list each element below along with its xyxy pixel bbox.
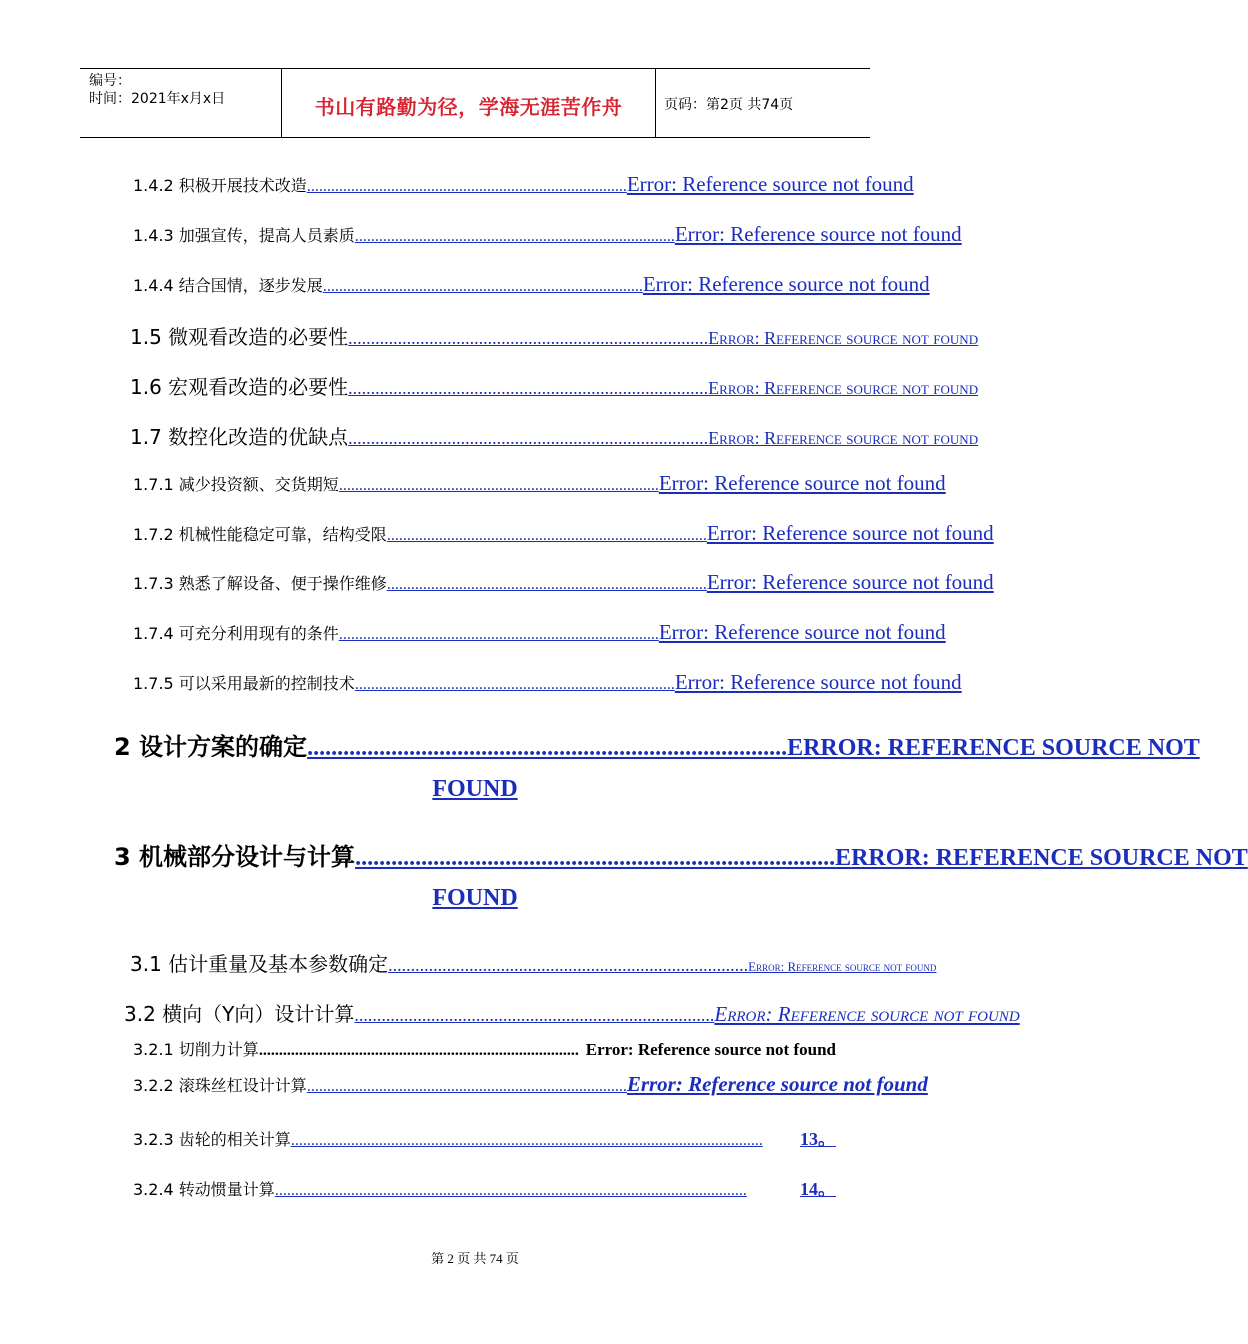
page-footer: 第 2 页 共 74 页 <box>431 1251 519 1266</box>
toc-entry-link[interactable]: ................................................................................ Error: Reference source not found <box>348 378 979 398</box>
toc-entry-label: 1.7.3 熟悉了解设备、便于操作维修 <box>133 574 387 593</box>
toc-entry-ref: ERROR: REFERENCE SOURCE NOT <box>835 845 1248 871</box>
toc-entry-1-7-1[interactable] <box>133 471 946 496</box>
number-label: 编号： <box>89 73 131 89</box>
toc-entry-link[interactable]: ................................................................................ Error: Reference source not found <box>354 1002 1020 1026</box>
toc-entry-label: 1.4.3 加强宣传，提高人员素质 <box>133 226 355 245</box>
toc-entry-3-2-2[interactable] <box>133 1072 928 1097</box>
toc-entry-label: 1.7.5 可以采用最新的控制技术 <box>133 674 355 693</box>
toc-entry-ref: Error: Reference source not found <box>585 1040 836 1059</box>
toc-entry-label: 1.4.2 积极开展技术改造 <box>133 176 307 195</box>
toc-entry-ref: Error: Reference source not found <box>714 1002 1020 1026</box>
toc-entry-ref: ERROR: REFERENCE SOURCE NOT <box>787 735 1200 761</box>
toc-entry-1-7-5[interactable] <box>133 670 962 695</box>
header-left-cell <box>80 69 280 137</box>
page-header <box>80 68 870 138</box>
toc-entry-1-4-3[interactable] <box>133 222 962 247</box>
toc-entry-label: 1.7.2 机械性能稳定可靠，结构受限 <box>133 525 387 544</box>
toc-entry-ref: Error: Reference source not found <box>748 959 937 974</box>
toc-entry-label: 3.2.2 滚珠丝杠设计计算 <box>133 1076 307 1095</box>
toc-entry-ref: Error: Reference source not found <box>626 1072 928 1096</box>
toc-entry-2-continuation[interactable]: FOUND <box>432 776 518 802</box>
toc-entry-label: 3.2.3 齿轮的相关计算 <box>133 1130 291 1149</box>
toc-entry-ref: Error: Reference source not found <box>626 172 914 196</box>
toc-entry-link[interactable]: ................................................................................ Error: Reference source not found <box>348 328 979 348</box>
toc-entry-2[interactable] <box>114 727 1200 762</box>
toc-entry-ref: Error: Reference source not found <box>658 620 946 644</box>
toc-entry-label: 3.2.1 切削力计算 <box>133 1040 259 1059</box>
toc-entry-label: 3.2 横向（Y向）设计计算 <box>124 1002 355 1026</box>
toc-entry-link[interactable]: ................................................................................ Error: Reference source not found <box>386 521 994 545</box>
toc-entry-link[interactable]: ................................................................................ Error: Reference source not found <box>354 222 962 246</box>
toc-entry-1-6[interactable] <box>130 371 979 400</box>
toc-entry-ref: Error: Reference source not found <box>674 670 962 694</box>
toc-entry-label: 1.6 宏观看改造的必要性 <box>130 375 349 399</box>
toc-entry-label: 3.1 估计重量及基本参数确定 <box>130 952 389 976</box>
toc-entry-link[interactable]: ................................................................................ Error: Reference source not found <box>386 570 994 594</box>
toc-entry-1-7-3[interactable] <box>133 570 994 595</box>
toc-entry-link[interactable]: ................................................................................ Error: Reference source not found <box>306 172 914 196</box>
toc-entry-1-4-2[interactable] <box>133 172 914 197</box>
toc-entry-link[interactable]: ................................................................................ Error: Reference source not found <box>348 428 979 448</box>
toc-entry-ref: Error: Reference source not found <box>642 272 930 296</box>
time-label: 时间：2021年x月x日 <box>89 91 226 107</box>
toc-entry-3-1[interactable] <box>130 948 937 977</box>
toc-entry-link[interactable]: ................................................................................ Error: Reference source not found <box>354 670 962 694</box>
header-middle-cell <box>281 69 656 137</box>
toc-entry-link[interactable]: ...................................................................................................................... 13。 <box>291 1125 836 1151</box>
motto: 书山有路勤为径，学海无涯苦作舟 <box>314 95 623 119</box>
toc-entry-1-7[interactable] <box>130 421 979 450</box>
toc-entry-ref: Error: Reference source not found <box>706 521 994 545</box>
toc-entry-link[interactable]: ................................................................................ Error: Reference source not found <box>322 272 930 296</box>
toc-entry-link[interactable]: ................................................................................ Error: Reference source not found <box>338 471 946 495</box>
toc-entry-3-continuation[interactable]: FOUND <box>432 885 518 911</box>
toc-entry-ref: Error: Reference source not found <box>706 570 994 594</box>
toc-entry-label: 2 设计方案的确定 <box>114 733 308 761</box>
toc-entry-label: 1.5 微观看改造的必要性 <box>130 325 349 349</box>
page-info: 页码：第2页 共74页 <box>664 97 794 113</box>
toc-entry-label: 3 机械部分设计与计算 <box>114 843 356 871</box>
toc-entry-3-2-1[interactable] <box>133 1037 836 1060</box>
toc-entry-link[interactable]: ................................................................................ Error: Reference source not found <box>338 620 946 644</box>
toc-entry-link[interactable]: ................................................................................ Error: Reference source not found <box>388 955 937 975</box>
toc-entry-1-7-4[interactable] <box>133 620 946 645</box>
toc-entry-ref: Error: Reference source not found <box>708 328 979 348</box>
toc-entry-1-4-4[interactable] <box>133 272 930 297</box>
toc-entry-ref: Error: Reference source not found <box>708 378 979 398</box>
toc-entry-3-2[interactable] <box>124 998 1020 1027</box>
header-right-cell <box>655 69 870 137</box>
toc-entry-link[interactable]: ...................................................................................................................... 14。 <box>275 1175 836 1201</box>
toc-entry-page-number: 13。 <box>800 1129 836 1149</box>
toc-entry-1-5[interactable] <box>130 321 979 350</box>
toc-entry-1-7-2[interactable] <box>133 521 994 546</box>
toc-entry-ref: Error: Reference source not found <box>708 428 979 448</box>
toc-entry-link[interactable]: ................................................................................ ERROR: REFERENCE SOURCE NOT <box>307 735 1200 761</box>
toc-entry-link[interactable]: ................................................................................ ERROR: REFERENCE SOURCE NOT <box>355 845 1248 871</box>
toc-entry-3-2-3[interactable] <box>133 1125 836 1151</box>
toc-entry-link[interactable]: ................................................................................ Error: Reference source not found <box>306 1072 928 1096</box>
toc-entry-3[interactable] <box>114 837 1248 872</box>
toc-entry-link[interactable]: ................................................................................ Error: Reference source not found <box>258 1040 836 1059</box>
toc-entry-label: 1.7 数控化改造的优缺点 <box>130 425 349 449</box>
toc-entry-label: 1.7.1 减少投资额、交货期短 <box>133 475 339 494</box>
toc-entry-ref: Error: Reference source not found <box>658 471 946 495</box>
toc-entry-label: 1.4.4 结合国情，逐步发展 <box>133 276 323 295</box>
toc-entry-ref: Error: Reference source not found <box>674 222 962 246</box>
toc-entry-label: 3.2.4 转动惯量计算 <box>133 1180 275 1199</box>
toc-entry-3-2-4[interactable] <box>133 1175 836 1201</box>
toc-entry-label: 1.7.4 可充分利用现有的条件 <box>133 624 339 643</box>
toc-entry-page-number: 14。 <box>800 1179 836 1199</box>
